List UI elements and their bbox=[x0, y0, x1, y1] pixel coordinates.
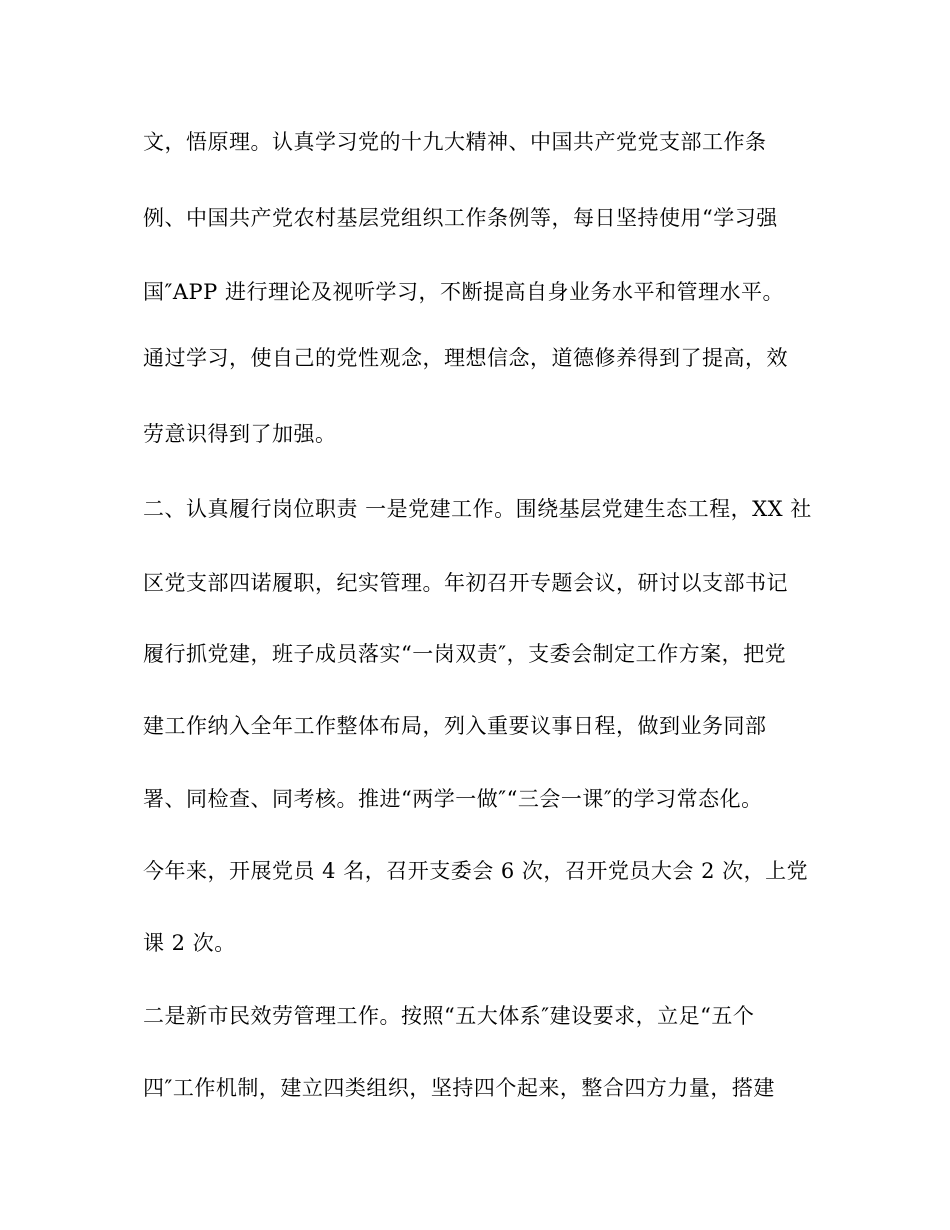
text-line-3: 国″APP 进行理论及视听学习，不断提高自身业务水平和管理水平。 bbox=[143, 280, 784, 304]
text-line-7: 区党支部四诺履职，纪实管理。年初召开专题会议，研讨以支部书记 bbox=[143, 571, 788, 595]
text-line-1: 文，悟原理。认真学习党的十九大精神、中国共产党党支部工作条 bbox=[143, 130, 767, 154]
text-line-2: 例、中国共产党农村基层党组织工作条例等，每日坚持使用“学习强 bbox=[143, 206, 778, 230]
text-line-12: 课 2 次。 bbox=[143, 931, 236, 955]
text-line-13: 二是新市民效劳管理工作。按照“五大体系″建设要求，立足“五个 bbox=[143, 1004, 755, 1028]
text-line-4: 通过学习，使自己的党性观念，理想信念，道德修养得到了提高，效 bbox=[143, 346, 788, 370]
text-line-14: 四″工作机制，建立四类组织，坚持四个起来，整合四方力量，搭建 bbox=[143, 1076, 775, 1100]
text-line-6: 二、认真履行岗位职责 一是党建工作。围绕基层党建生态工程，XX 社 bbox=[143, 497, 812, 521]
text-line-5: 劳意识得到了加强。 bbox=[143, 422, 337, 446]
text-line-10: 署、同检查、同考核。推进“两学一做″“三会一课″的学习常态化。 bbox=[143, 787, 763, 811]
text-line-11: 今年来，开展党员 4 名，召开支委会 6 次，召开党员大会 2 次，上党 bbox=[143, 859, 809, 883]
text-line-8: 履行抓党建，班子成员落实“一岗双责″，支委会制定工作方案，把党 bbox=[143, 642, 787, 666]
text-line-9: 建工作纳入全年工作整体布局，列入重要议事日程，做到业务同部 bbox=[143, 714, 767, 738]
